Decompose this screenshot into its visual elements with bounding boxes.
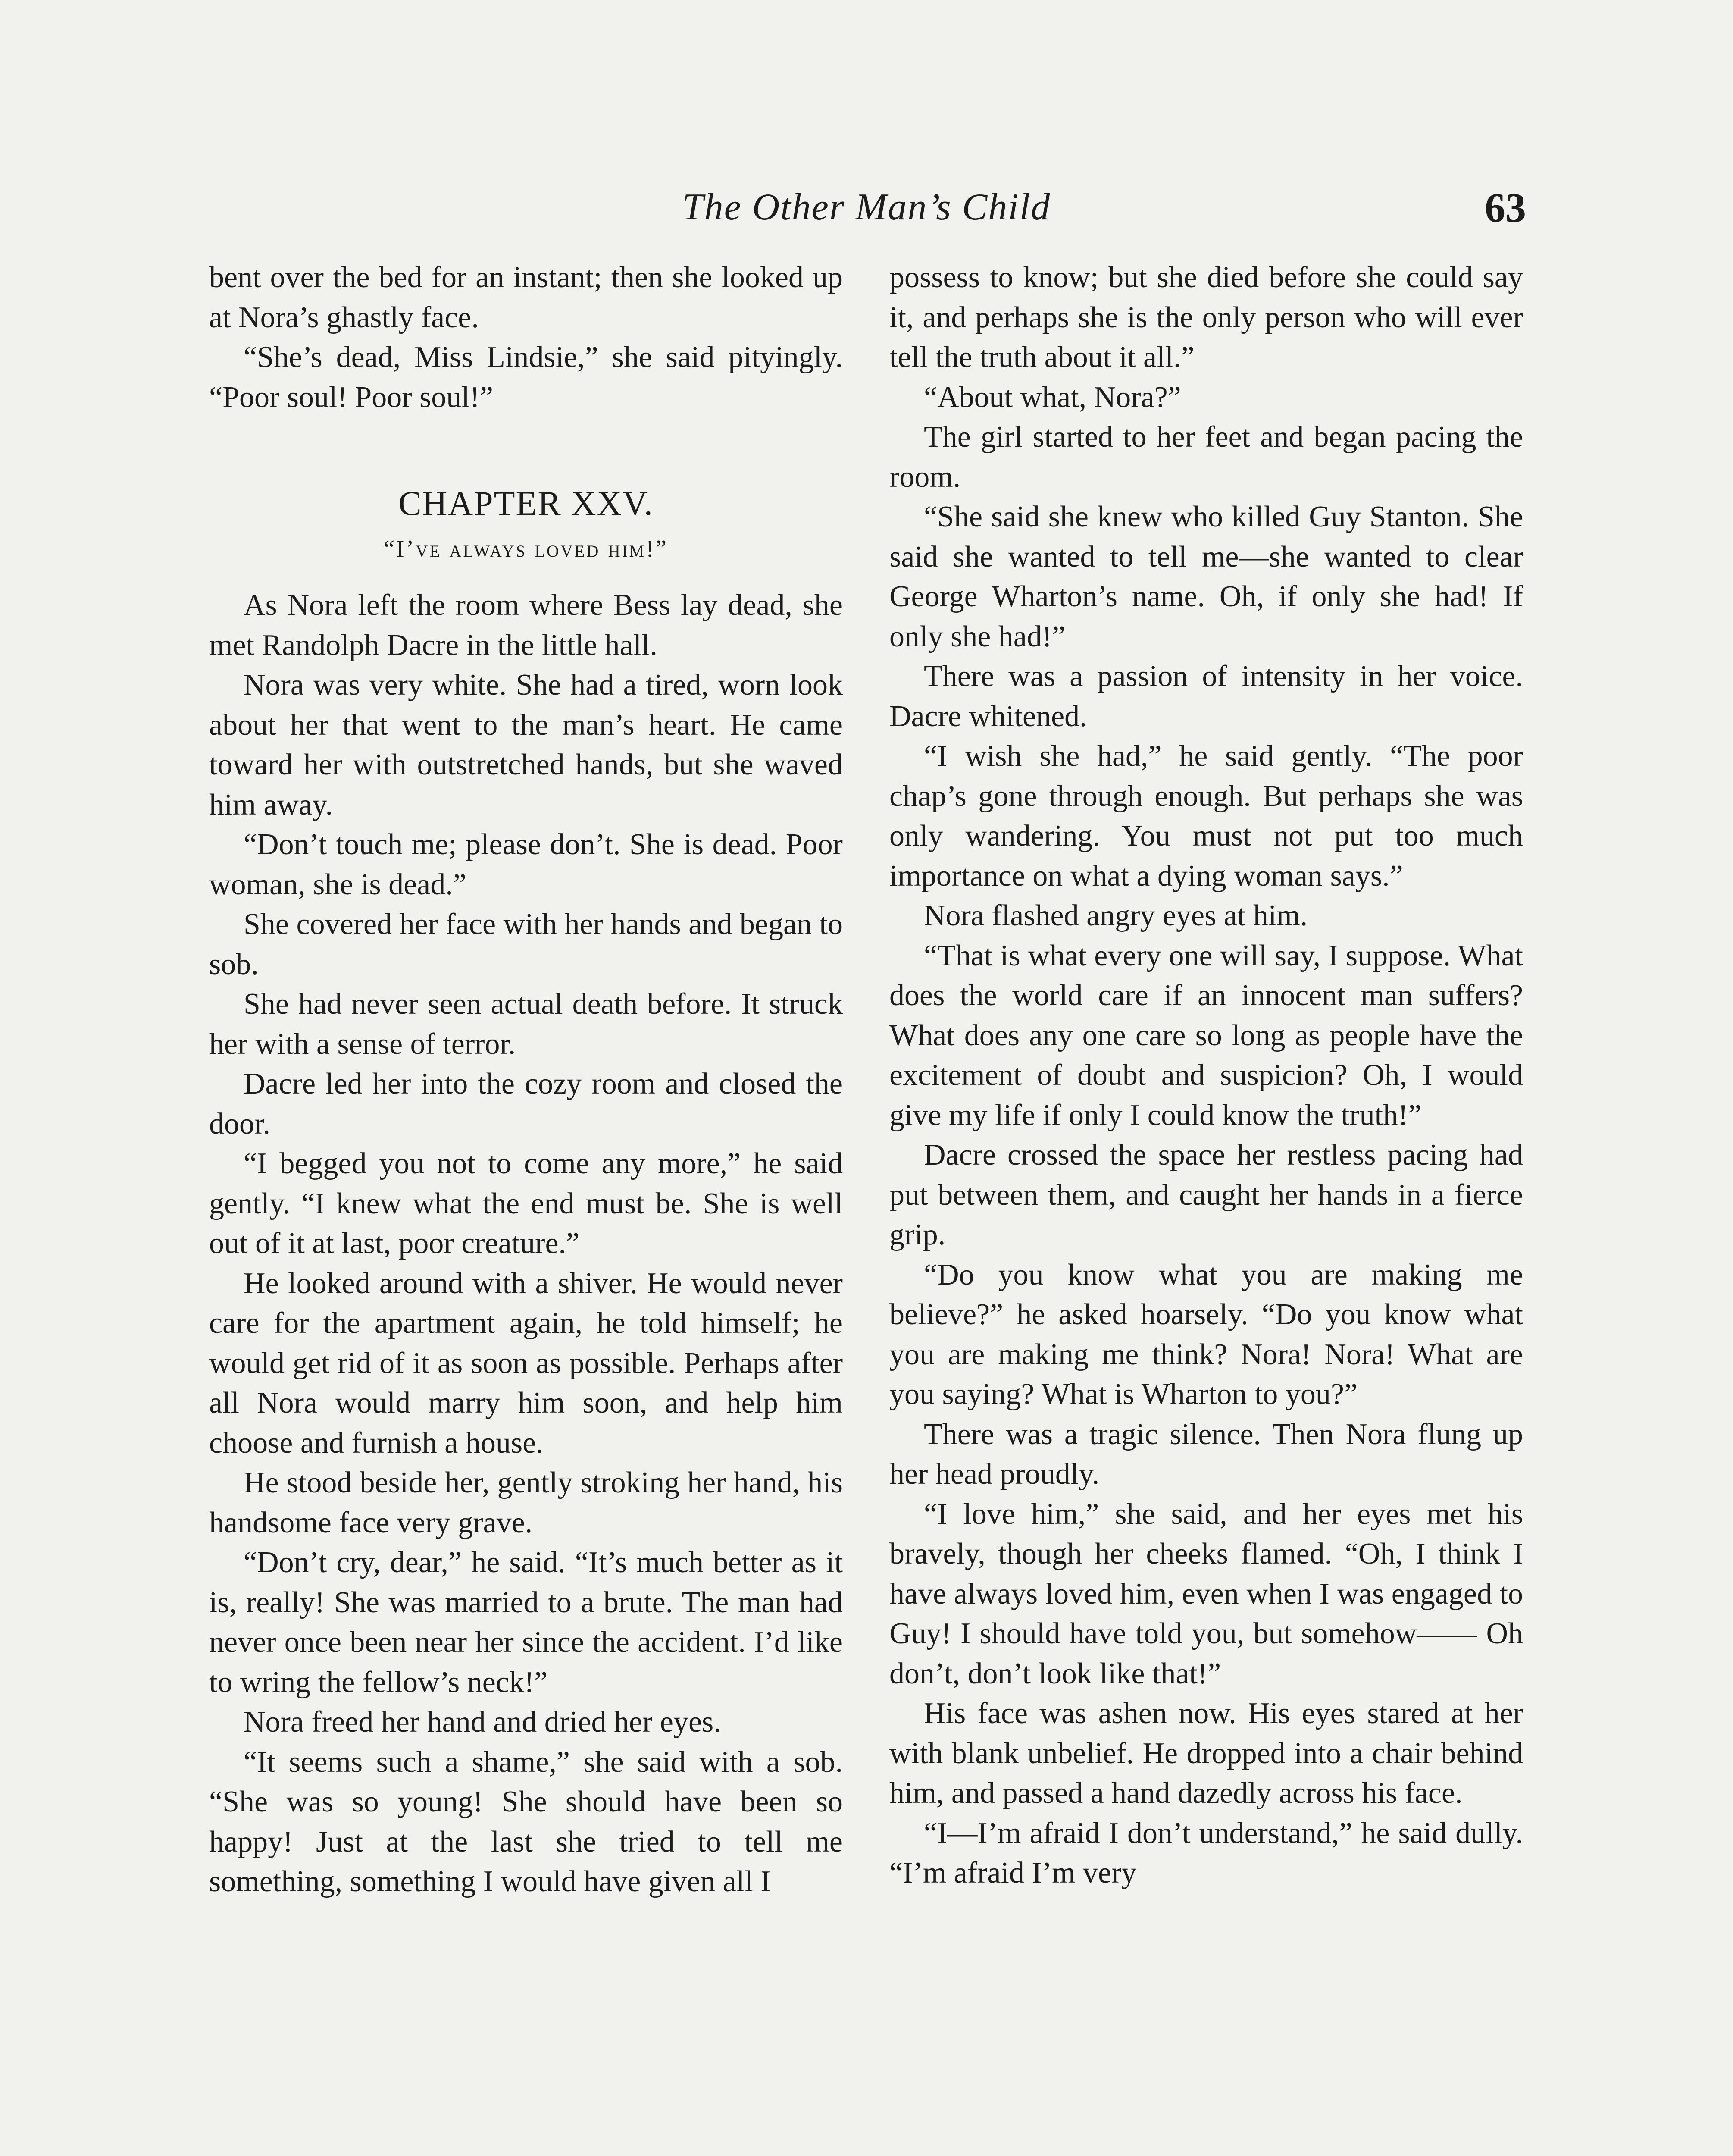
chapter-title: CHAPTER XXV. [398, 485, 654, 523]
paragraph: “Don’t touch me; please don’t. She is dead. Poor woman, she is dead.” [209, 828, 843, 901]
page-header [207, 181, 1526, 241]
paragraph: “I—I’m afraid I don’t understand,” he said dully. “I’m afraid I’m very [889, 1816, 1523, 1890]
paragraph: bent over the bed for an instant; then she looked up at Nora’s ghastly face. [209, 261, 843, 334]
paragraph: Dacre crossed the space her restless pacing had put between them, and caught her hands in a fierce grip. [889, 1138, 1523, 1251]
paragraph: “She’s dead, Miss Lindsie,” she said pityingly. “Poor soul! Poor soul!” [209, 341, 843, 414]
running-title: The Other Man’s Child [682, 186, 1051, 228]
paragraph: There was a tragic silence. Then Nora flung up her head proudly. [889, 1417, 1523, 1491]
paragraph: He stood beside her, gently stroking her hand, his handsome face very grave. [209, 1466, 843, 1539]
paragraph: “It seems such a shame,” she said with a sob. “She was so young! She should have been so happy! Just at the last she tried to tell me something, something I would have given all I [209, 1745, 843, 1898]
paragraph: “About what, Nora?” [924, 380, 1181, 414]
paragraph: He looked around with a shiver. He would never care for the apartment again, he told himself; he would get rid of it as soon as possible. Perhaps after all Nora would marry him soon, and help him choose and furnish a house. [209, 1266, 843, 1460]
paragraph: “I wish she had,” he said gently. “The poor chap’s gone through enough. But perhaps she was only wandering. You must not put too much importance on what a dying woman says.” [889, 740, 1523, 893]
paragraph: His face was ashen now. His eyes stared at her with blank unbelief. He dropped into a chair behind him, and passed a hand dazedly across his face. [889, 1697, 1523, 1810]
paragraph: Nora freed her hand and dried her eyes. [244, 1705, 721, 1739]
page-number: 63 [1485, 185, 1526, 231]
paragraph: The girl started to her feet and began pacing the room. [889, 420, 1523, 494]
paragraph: “That is what every one will say, I suppose. What does the world care if an innocent man suffers? What does any one care so long as people have the excitement of doubt and suspicion? Oh, I would give my life if only I could know the truth!” [889, 939, 1523, 1132]
paragraph: “She said she knew who killed Guy Stanton. She said she wanted to tell me—she wanted to clear George Wharton’s name. Oh, if only she had! If only she had!” [889, 500, 1523, 653]
chapter-subtitle: “I’ve always loved him!” [384, 536, 668, 562]
paragraph: As Nora left the room where Bess lay dead, she met Randolph Dacre in the little hall. [209, 589, 843, 662]
paragraph: possess to know; but she died before she could say it, and perhaps she is the only person who will ever tell the truth about it all.” [889, 261, 1523, 374]
left-column [209, 258, 843, 1902]
right-column [889, 258, 1523, 1893]
paragraph: Nora flashed angry eyes at him. [924, 899, 1308, 932]
paragraph: There was a passion of intensity in her voice. Dacre whitened. [889, 660, 1523, 733]
paragraph: “I begged you not to come any more,” he said gently. “I knew what the end must be. She is well out of it at last, poor creature.” [209, 1147, 843, 1260]
paragraph: Dacre led her into the cozy room and closed the door. [209, 1067, 843, 1141]
paragraph: Nora was very white. She had a tired, worn look about her that went to the man’s heart. He came toward her with outstretched hands, but she waved him away. [209, 668, 843, 821]
paragraph: “Don’t cry, dear,” he said. “It’s much better as it is, really! She was married to a brute. The man had never once been near her since the accident. I’d like to wring the fellow’s neck!” [209, 1546, 843, 1699]
paragraph: “I love him,” she said, and her eyes met his bravely, though her cheeks flamed. “Oh, I think I have always loved him, even when I was engaged to Guy! I should have told you, but somehow—— Oh don’t, don’t look like that!” [889, 1497, 1523, 1690]
paragraph: She covered her face with her hands and began to sob. [209, 908, 843, 981]
paragraph: She had never seen actual death before. It struck her with a sense of terror. [209, 987, 843, 1061]
paragraph: “Do you know what you are making me believe?” he asked hoarsely. “Do you know what you are making me think? Nora! Nora! What are you saying? What is Wharton to you?” [889, 1258, 1523, 1411]
